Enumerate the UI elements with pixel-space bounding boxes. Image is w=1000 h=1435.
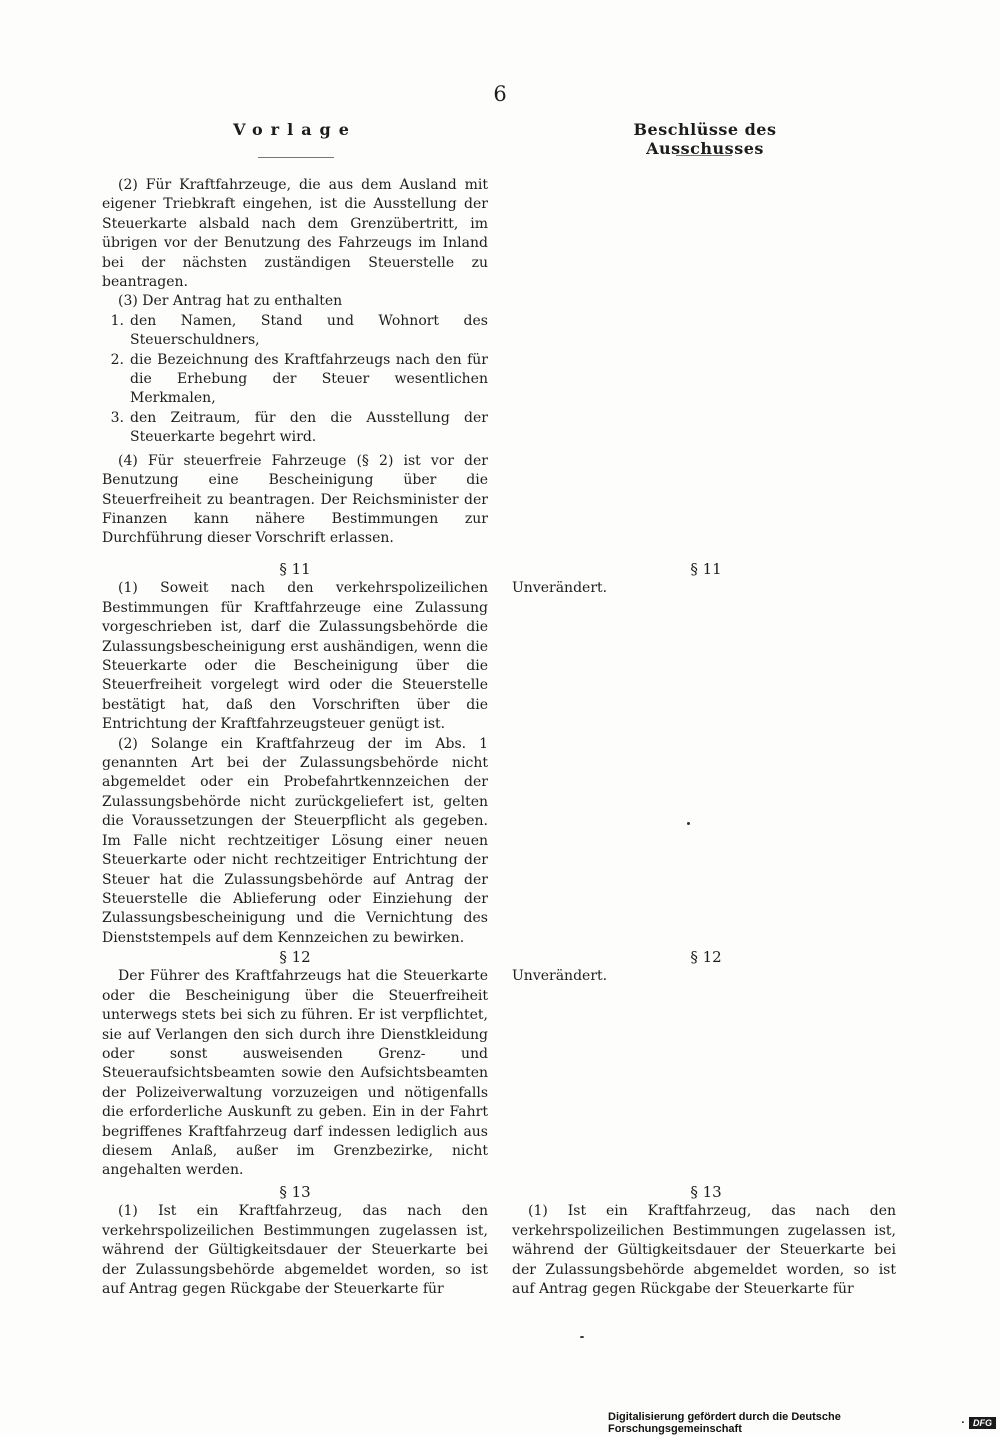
list-text: den Zeitraum, für den die Ausstellung der Steuerkarte begehrt wird. (130, 409, 488, 446)
section-11-status: Unverändert. (512, 580, 608, 597)
list-item-3 (102, 409, 488, 448)
list-text: die Bezeichnung des Kraftfahrzeugs nach den für die Erhebung der Steuer wesentlichen Merkmalen, (130, 351, 488, 407)
dfg-logo-icon: DFG (969, 1417, 996, 1429)
list-item-2 (102, 351, 488, 409)
section-title: § 12 (690, 948, 722, 966)
paragraph-4: (4) Für steuerfreie Fahrzeuge (§ 2) ist vor der Benutzung eine Bescheinigung über die Steuerfreiheit zu beantragen. Der Reichsminister der Finanzen kann nähere Bestimmungen zur Durchführung dieser Vorschrift erlassen. (102, 452, 488, 547)
left-section-11 (102, 560, 488, 948)
left-section-12 (102, 948, 488, 1181)
section-11-paragraph-1: (1) Soweit nach den verkehrspolizeilichen Bestimmungen für Kraftfahrzeuge eine Zulassung vorgeschrieben ist, darf die Zulassungsbehörde die Zulassungsbescheinigung erst aushändigen, wenn die Steuerkarte oder die Bescheinigung über die Steuerfreiheit vorgelegt wird oder die Steuerstelle bestätigt hat, daß den Vorschriften über die Entrichtung der Kraftfahrzeugsteuer genügt ist. (102, 580, 488, 733)
left-column-header: Vorlage (233, 120, 357, 139)
left-header-rule (258, 157, 334, 158)
list-number: 1. (110, 312, 124, 329)
paragraph-2: (2) Für Kraftfahrzeuge, die aus dem Ausland mit eigener Triebkraft eingehen, ist die Ausstellung der Steuerkarte alsbald nach dem Grenzübertritt, im übrigen vor der Benutzung des Fahrzeugs im Inland bei der nächsten zuständigen Steuerstelle zu beantragen. (102, 177, 488, 291)
footer-text: Digitalisierung gefördert durch die Deutsche Forschungsgemeinschaft (608, 1410, 841, 1435)
right-section-11 (512, 560, 896, 599)
scan-speck (687, 822, 690, 825)
page-number: 6 (493, 82, 507, 106)
section-12-status: Unverändert. (512, 968, 608, 985)
right-section-13 (512, 1183, 896, 1299)
right-section-12 (512, 948, 896, 987)
section-13-paragraph-1: (1) Ist ein Kraftfahrzeug, das nach den verkehrspolizeilichen Bestimmungen zugelassen ist, während der Gültigkeitsdauer der Steuerkarte bei der Zulassungsbehörde abgemeldet worden, so ist auf Antrag gegen Rückgabe der Steuerkarte für (102, 1203, 488, 1298)
right-column-header: Beschlüsse des Ausschusses (633, 120, 777, 158)
paragraph-3: (3) Der Antrag hat zu enthalten (118, 293, 343, 310)
section-title: § 11 (690, 560, 722, 578)
section-13-paragraph-1: (1) Ist ein Kraftfahrzeug, das nach den verkehrspolizeilichen Bestimmungen zugelassen ist, während der Gültigkeitsdauer der Steuerkarte bei der Zulassungsbehörde abgemeldet worden, so ist auf Antrag gegen Rückgabe der Steuerkarte für (512, 1203, 896, 1298)
list-text: den Namen, Stand und Wohnort des Steuerschuldners, (130, 312, 488, 349)
section-11-paragraph-2: (2) Solange ein Kraftfahrzeug der im Abs. 1 genannten Art bei der Zulassungsbehörde nicht abgemeldet oder ein Probefahrtkennzeichen der Zulassungsbehörde nicht zurückgeliefert ist, gelten die Voraussetzungen der Steuerpflicht als gegeben. Im Falle nicht rechtzeitiger Lösung einer neuen Steuerkarte oder nicht rechtzeitiger Entrichtung der Steuer hat die Zulassungsbehörde auf Antrag der Steuerstelle die Ablieferung oder Einziehung der Zulassungsbescheinigung und die Vernichtung des Dienststempels auf dem Kennzeichen zu bewirken. (102, 735, 488, 946)
list-number: 2. (110, 351, 124, 368)
list-item-1 (102, 312, 488, 351)
footer-separator: · (958, 1416, 965, 1429)
section-title: § 11 (279, 560, 311, 578)
right-header-rule (676, 155, 732, 156)
left-intro-block (102, 176, 488, 549)
scan-speck (580, 1336, 584, 1338)
left-section-13 (102, 1183, 488, 1299)
list-number: 3. (110, 409, 124, 426)
section-title: § 12 (279, 948, 311, 966)
section-title: § 13 (279, 1183, 311, 1201)
footer-credit (608, 1411, 1000, 1434)
section-12-paragraph-1: Der Führer des Kraftfahrzeugs hat die Steuerkarte oder die Bescheinigung über die Steuerfreiheit unterwegs stets bei sich zu führen. Er ist verpflichtet, sie auf Verlangen den sich durch ihre Dienstkleidung oder sonst ausweisenden Grenz- und Steueraufsichtsbeamten sowie den Aufsichtsbeamten der Polizeiverwaltung vorzuzeigen und nötigenfalls die erforderliche Auskunft zu geben. Ein in der Fahrt begriffenes Kraftfahrzeug darf indessen lediglich aus diesem Anlaß, außer im Grenzbezirke, nicht angehalten werden. (102, 968, 488, 1179)
section-title: § 13 (690, 1183, 722, 1201)
